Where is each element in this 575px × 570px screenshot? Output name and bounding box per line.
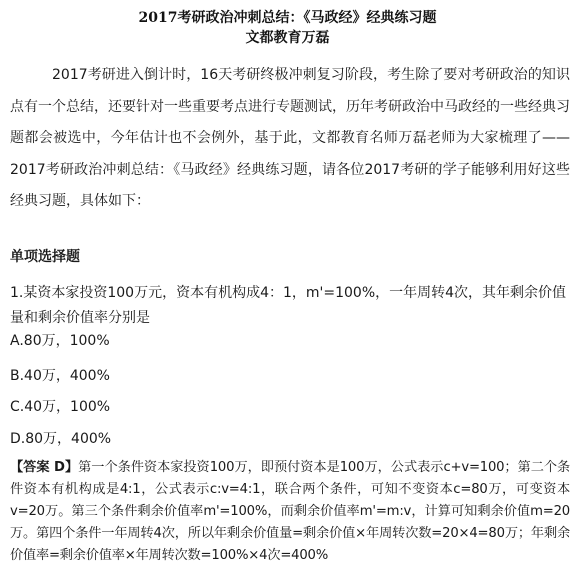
answer-tag: 【答案 D】 bbox=[10, 460, 79, 475]
option-c: C.40万，100% bbox=[10, 399, 111, 415]
option-b: B.40万，400% bbox=[10, 368, 110, 384]
answer-text: 第一个条件资本家投资100万，即预付资本是100万，公式表示c+v=100；第二个条件资本有机构成是4:1，公式表示c:v=4:1，联合两个条件，可知不变资本c=80万，可变资本v=20万。第三个条件剩余价值率m'=100%，而剩余价值率m'=m:v，计算可知剩余价值m=20万。第四个条件一年周转4次，所以年剩余价值量=剩余价值×年周转次数=20×4=80万；年剩余价值率=剩余价值率×年周转次数=100%×4次=400% bbox=[10, 460, 570, 563]
option-d: D.80万，400% bbox=[10, 431, 112, 447]
option-a: A.80万，100% bbox=[10, 333, 110, 349]
question-stem: 1.某资本家投资100万元，资本有机构成4：1，m'=100%，一年周转4次，其年剩余价值量和剩余价值率分别是 bbox=[10, 285, 567, 326]
answer-explanation bbox=[10, 457, 570, 567]
section-heading: 单项选择题 bbox=[10, 249, 80, 265]
document-author: 文都教育万磊 bbox=[245, 30, 330, 46]
intro-paragraph: 2017考研进入倒计时，16天考研终极冲刺复习阶段，考生除了要对考研政治的知识点有一个总结，还要针对一些重要考点进行专题测试，历年考研政治中马政经的一些经典习题都会被选中，今年估计也不会例外，基于此，文都教育名师万磊老师为大家梳理了——2017考研政治冲刺总结：《马政经》经典练习题，请各位2017考研的学子能够利用好这些经典习题，具体如下： bbox=[10, 67, 570, 209]
title-block bbox=[0, 8, 575, 48]
document-title: 2017考研政治冲刺总结：《马政经》经典练习题 bbox=[138, 10, 437, 26]
